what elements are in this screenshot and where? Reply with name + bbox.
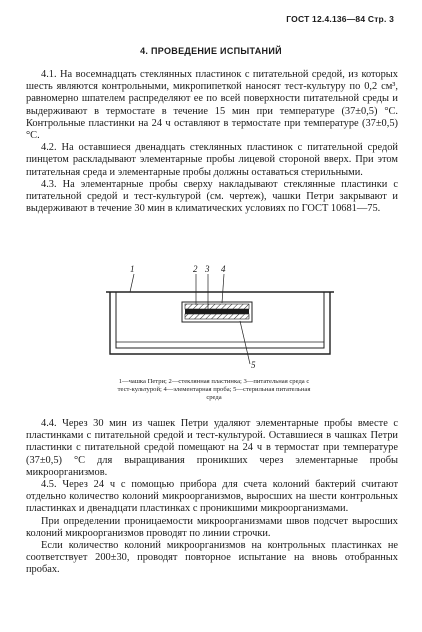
sterile-medium [185,314,249,319]
figure-label-5: 5 [251,360,256,370]
text-block-bottom [26,418,398,577]
culture-layer [185,304,249,309]
figure-label-2: 2 [193,264,198,274]
paragraph-colony-count: Если количество колоний микроорганизмов на контрольных пластинках не соответствует 200±30, проводят повторное испытание на вновь отобранных пробах. [26,540,398,576]
text-block-top [26,69,398,215]
paragraph-permeability: При определении проницаемости микроорганизмами швов подсчет выросших колоний микроорганизмов проводят по линии строчки. [26,515,398,539]
petri-dish-outline [110,292,330,354]
paragraph-4-1: 4.1. На восемнадцать стеклянных пластинок с питательной средой, из которых шесть являются контрольными, микропипеткой наносят тест-культуру по 0,2 см³, равномерно шпателем распределяют ее по всей поверхности питательной среды и выдерживают в термостате в течение 15 мин при температуре (37±0,5) °С. Контрольные пластинки на 24 ч оставляют в термостате при температуре (37±0,5) °С. [26,69,398,142]
paragraph-4-5: 4.5. Через 24 ч с помощью прибора для счета колоний бактерий считают отдельно количество колоний микроорганизмов, выросших на шести контрольных пластинках и двенадцати пластинках с проникшими микроорганизмами. [26,479,398,515]
figure-label-4: 4 [221,264,226,274]
figure-label-1: 1 [130,264,135,274]
paragraph-4-4: 4.4. Через 30 мин из чашек Петри удаляют элементарные пробы вместе с пластинками с питательной средой и тест-культурой. Оставшиеся в чашках Петри пластинки с питательной средой помещают на 24 ч в термостат при температуре (37±0,5) °С для выращивания проникших через элементарные пробы микроорганизмов. [26,418,398,478]
section-title: 4. ПРОВЕДЕНИЕ ИСПЫТАНИЙ [140,46,282,56]
petri-dish-drawing [104,262,336,370]
paragraph-4-2: 4.2. На оставшиеся двенадцать стеклянных пластинок с питательной средой пинцетом раскладывают элементарные пробы лицевой стороной вверх. При этом питательная среда и элементарные пробы должны оставаться стерильными. [26,142,398,178]
page-header: ГОСТ 12.4.136—84 Стр. 3 [286,14,394,24]
figure-caption: 1—чашка Петри; 2—стеклянная пластинка; 3—питательная среда с тест-культурой; 4—элементарная проба; 5—стерильная питательная среда [117,378,311,401]
paragraph-4-3: 4.3. На элементарные пробы сверху накладывают стеклянные пластинки с питательной средой и тест-культурой (см. чертеж), чашки Петри закрывают и выдерживают в течение 30 мин в климатических условиях по ГОСТ 10681—75. [26,178,398,215]
sample-layer [185,309,249,314]
figure-label-3: 3 [205,264,210,274]
